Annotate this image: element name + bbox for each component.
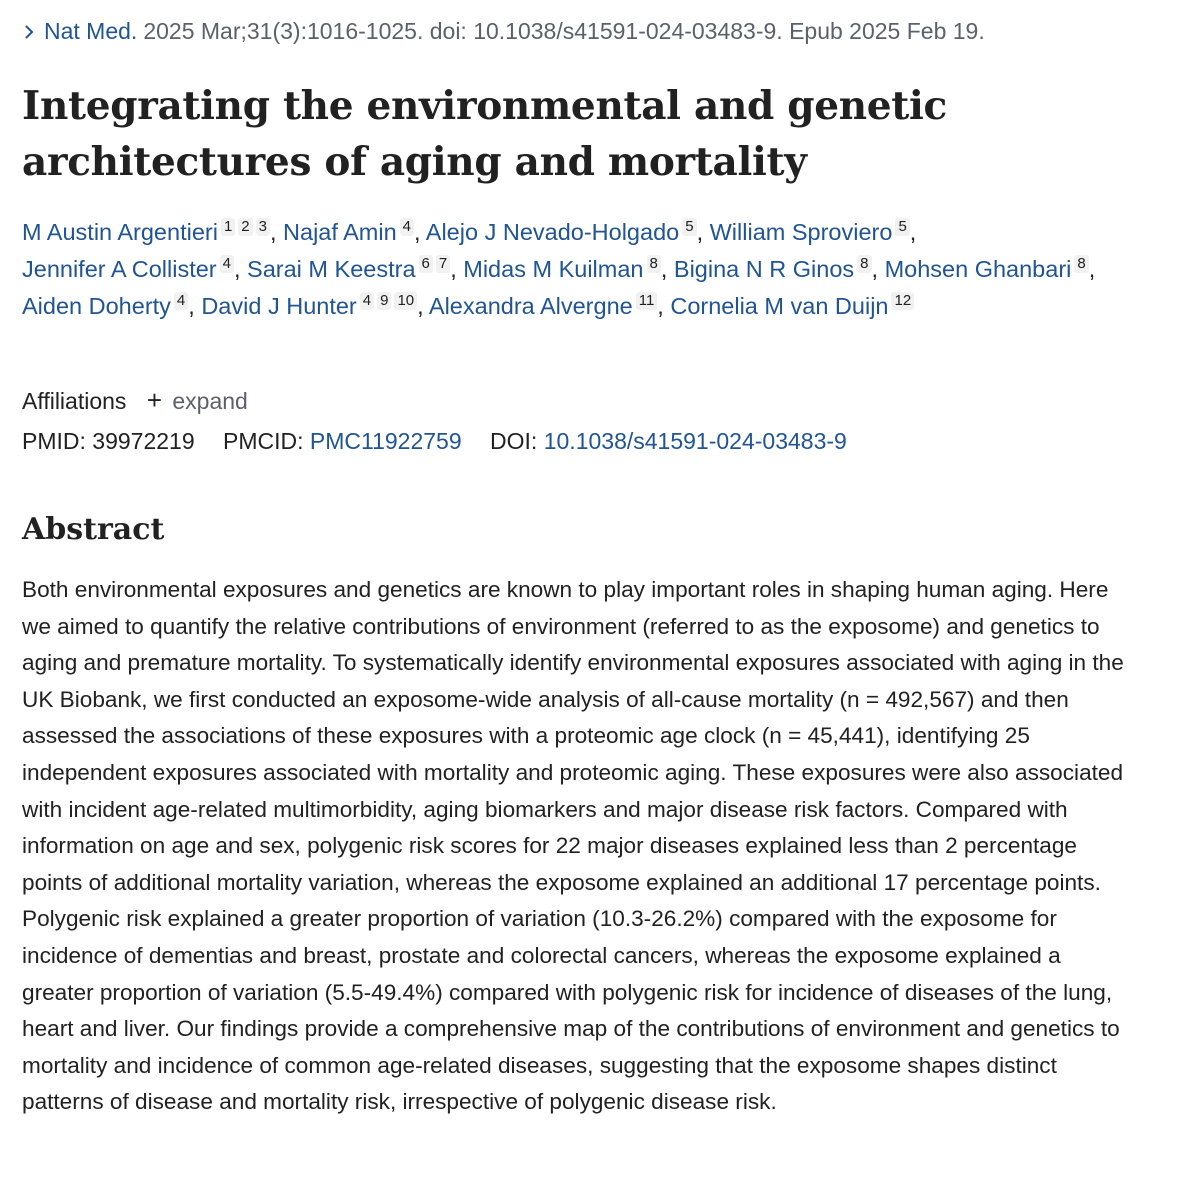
author-separator: , <box>696 219 704 245</box>
page-title: Integrating the environmental and genetic architectures of aging and mortality <box>22 83 947 185</box>
author-separator: , <box>660 256 668 282</box>
pmcid-label: PMCID: <box>223 428 304 454</box>
citation-line <box>22 14 985 49</box>
plus-icon[interactable]: + <box>146 385 162 415</box>
author-separator: , <box>450 256 457 282</box>
abstract-text: Both environmental exposures and genetics are known to play important roles in shaping human aging. Here we aimed to quantify the relative contributions of environment (referred to as the exposome) and genetics to aging and premature mortality. To systematically identify environmental exposures associated with aging in the UK Biobank, we first conducted an exposome-wide analysis of all-cause mortality (n = 492,567) and then assessed the associations of these exposures with a proteomic age clock (n = 45,441), identifying 25 independent exposures associated with mortality and proteomic aging. These exposures were also associated with incident age-related multimorbidity, aging biomarkers and major disease risk factors. Compared with information on age and sex, polygenic risk scores for 22 major diseases explained less than 2 percentage points of additional mortality variation, whereas the exposome explained an additional 17 percentage points. Polygenic risk explained a greater proportion of variation (10.3-26.2%) compared with the exposome for incidence of dementias and breast, prostate and colorectal cancers, whereas the exposome explained a greater proportion of variation (5.5-49.4%) compared with polygenic risk for incidence of diseases of the lung, heart and liver. Our findings provide a comprehensive map of the contributions of environment and genetics to mortality and incidence of common age-related diseases, suggesting that the exposome shapes distinct patterns of disease and mortality risk, irrespective of polygenic disease risk. <box>22 577 1124 1115</box>
author-separator: , <box>871 256 879 282</box>
affiliation-number-button[interactable]: 9 <box>377 292 391 310</box>
expand-affiliations-button[interactable]: expand <box>172 388 248 414</box>
author-separator: , <box>909 219 917 245</box>
author-name-link[interactable]: William Sproviero <box>709 219 893 245</box>
author-item <box>22 256 241 282</box>
pmid-value: 39972219 <box>92 428 195 454</box>
author-name-link[interactable]: Alejo J Nevado-Holgado <box>425 219 680 245</box>
author-separator: , <box>1088 256 1096 282</box>
author-separator: , <box>657 293 664 319</box>
doi-link[interactable]: 10.1038/s41591-024-03483-9 <box>543 428 847 454</box>
affiliation-number-button[interactable]: 4 <box>220 255 234 273</box>
chevron-right-icon[interactable] <box>22 15 36 49</box>
affiliation-number-button[interactable]: 4 <box>360 292 374 310</box>
citation-details: 2025 Mar;31(3):1016-1025. doi: 10.1038/s41591-024-03483-9. Epub 2025 Feb 19. <box>143 18 985 44</box>
author-item <box>674 256 878 282</box>
affiliation-number-button[interactable]: 8 <box>1074 255 1088 273</box>
author-item <box>429 293 664 319</box>
author-item <box>22 219 277 245</box>
author-item <box>22 293 195 319</box>
author-list <box>22 214 1132 325</box>
author-name-link[interactable]: Cornelia M van Duijn <box>670 293 889 319</box>
author-name-link[interactable]: Sarai M Keestra <box>247 256 416 282</box>
author-item <box>201 293 423 319</box>
affiliation-number-button[interactable]: 10 <box>394 292 417 310</box>
abstract-heading: Abstract <box>22 512 165 547</box>
affiliation-number-button[interactable]: 2 <box>238 218 252 236</box>
author-name-link[interactable]: Najaf Amin <box>283 219 397 245</box>
author-item <box>885 256 1096 282</box>
author-item <box>670 293 914 319</box>
author-separator: , <box>233 256 241 282</box>
author-item <box>426 219 703 245</box>
author-name-link[interactable]: Alexandra Alvergne <box>428 293 633 319</box>
author-item <box>710 219 917 245</box>
affiliation-number-button[interactable]: 12 <box>891 292 914 310</box>
affiliations-row <box>22 384 248 417</box>
author-item <box>247 256 457 282</box>
author-item <box>283 219 421 245</box>
doi-label: DOI: <box>490 428 538 454</box>
affiliation-number-button[interactable]: 7 <box>436 255 450 273</box>
author-name-link[interactable]: Bigina N R Ginos <box>673 256 855 282</box>
affiliation-number-button[interactable]: 4 <box>174 292 188 310</box>
affiliations-label: Affiliations <box>22 388 127 414</box>
author-name-link[interactable]: Aiden Doherty <box>22 293 171 319</box>
author-name-link[interactable]: Midas M Kuilman <box>463 256 644 282</box>
author-separator: , <box>269 219 277 245</box>
affiliation-number-button[interactable]: 3 <box>256 218 270 236</box>
affiliation-number-button[interactable]: 8 <box>647 255 661 273</box>
journal-link[interactable]: Nat Med. <box>44 18 138 44</box>
pmid-label: PMID: <box>22 428 86 454</box>
affiliation-number-button[interactable]: 5 <box>682 218 696 236</box>
author-name-link[interactable]: Mohsen Ghanbari <box>884 256 1072 282</box>
author-separator: , <box>414 219 421 245</box>
affiliation-number-button[interactable]: 5 <box>895 218 909 236</box>
affiliation-number-button[interactable]: 8 <box>857 255 871 273</box>
author-separator: , <box>188 293 195 319</box>
pmcid-link[interactable]: PMC11922759 <box>309 428 462 454</box>
author-name-link[interactable]: M Austin Argentieri <box>22 219 218 245</box>
affiliation-number-button[interactable]: 6 <box>419 255 433 273</box>
author-item <box>463 256 667 282</box>
author-name-link[interactable]: Jennifer A Collister <box>22 256 217 282</box>
affiliation-number-button[interactable]: 11 <box>636 292 658 310</box>
author-separator: , <box>417 293 424 319</box>
affiliation-number-button[interactable]: 1 <box>221 218 235 236</box>
identifiers-row <box>22 425 847 457</box>
affiliation-number-button[interactable]: 4 <box>400 218 414 236</box>
author-name-link[interactable]: David J Hunter <box>201 293 357 319</box>
